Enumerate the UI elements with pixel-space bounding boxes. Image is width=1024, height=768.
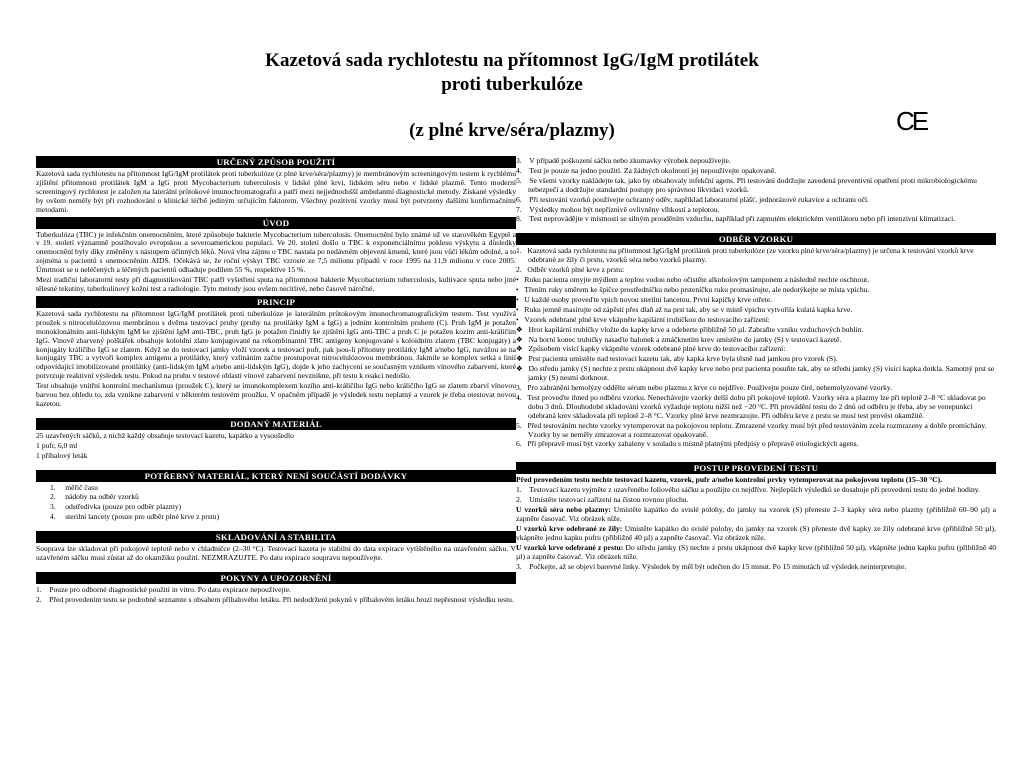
- left-column: [36, 154, 516, 606]
- principle-paragraph-1: Kazetová sada rychlotestu na přítomnost IgG/IgM protilátek proti tuberkulóze je laterálním průtokovým imunochromatografickým testem. Test využívá proužek s nitrocelulózovou membránou s dvěma testovací pruhy (pruhy na protilátky IgM a IgG) a jedním kontrolním pruhem (C). Pruh IgM je potažen monoklonálním anti-lidským IgM ke zjištění IgM anti-TBC, pruh IgG je potažen činidly ke zjištění IgG anti-TBC a pruh C je potažen kozím anti-králičím IgG. Vinově zbarvený polštářek obsahuje koloidní zlato konjugované na rekombinantní TBC antigeny konjugované s koloidním zlatem (TBC konjugáty) a konjugáty králičího IgG se zlatem. Když se do testovací jamky vloží vzorek a testovací pufr, pak jsou-li přítomny protilátky IgM a/nebo IgG, navážou se na konjugáty TBC a vytvoří komplex antigenu a protilátky, který vzlínáním začne prostupovat nitrocelulózovou membránou. Jakmile se komplex setká s linií odpovídající imobilizované protilátky (anti-lidským IgM a/nebo anti-lidským IgG), dojde k jeho zachycení se současným vznikem vínového zabarvení, které potvrzuje reaktivní výsledek testu. Pokud na pruhu v testové oblasti vínové zabarvení nevznikne, při testu k reakci nedošlo.: [36, 308, 516, 381]
- collection-item: • Ruku jemně masírujte od zápěstí přes dlaň až na prst tak, aby se v místě vpichu vytvořila kulatá kapka krve.: [516, 304, 853, 314]
- intended-use-text: Kazetová sada rychlotestu na přítomnost IgG/IgM protilátek proti tuberkulóze (z plné krve/séra/plazmy) je membránovým screeningovým testem k rychlému zjištění přítomnosti protilátek IgM a IgG proti Mycobacterium tuberculosis v lidské plné krvi, lidském séru nebo v lidské plazmě. Tento moderní screeningový rychlotest je založen na laterální průtokové imunochromatografii a patří mezi nejjednodušší ambulantní diagnostické metody. Získané výsledky by ovšem neměly být při rozhodování o klinické léčbě jediným určujícím faktorem. Všechny pozitivní vzorky musí být potvrzeny dalšími konfirmačními metodami.: [36, 169, 516, 214]
- collection-item: ❖ Na horní konec trubičky nasaďte balonek a zmáčknutím krev umístěte do jamky (S) v testovací kazetě.: [516, 334, 842, 344]
- required-item: 1. měřič času: [50, 482, 98, 492]
- finger-text: Do středu jamky (S) nechte z prstu ukápnout dvě kapky krve (přibližně 50 µl), vkápněte jednu kapku pufru (přibližně 40 µl) a zapněte časovač. Viz obrázek níže.: [516, 542, 996, 561]
- section-heading-principle: PRINCIP: [36, 296, 516, 308]
- document-title-line-1: Kazetová sada rychlotestu na přítomnost IgG/IgM protilátek: [265, 50, 759, 71]
- procedure-step: 3. Počkejte, až se objeví barevné linky. Výsledek by měl být odečten do 15 minut. Po 15 minutách už výsledek neinterpretujte.: [516, 561, 907, 571]
- section-heading-introduction: ÚVOD: [36, 217, 516, 229]
- warning-item: 1. Pouze pro odborné diagnostické použití in vitro. Po datu expirace nepoužívejte.: [36, 585, 291, 594]
- ce-mark: CE: [896, 106, 927, 136]
- warning-item: 8. Test neprovádějte v místnosti se silným prouděním vzduchu, například při zapnutém elektrickém ventilátoru nebo při intenzivní klimatizaci.: [516, 214, 956, 224]
- section-heading-specimen-collection: ODBĚR VZORKU: [516, 233, 996, 245]
- introduction-paragraph-2: Mezi tradiční laboratorní testy při diagnostikování TBC patří vyšetření sputa na přítomnost bakterie Mycobacterium tuberculosis, kultivace sputa nebo jiné tělesné tekutiny, tuberkulinový kožní test a radiologie. Tyto metody jsou ovšem necitlivé, nebo časově náročné.: [36, 275, 516, 293]
- venous-text: Umístěte kapátko do svislé polohy, do jamky na vzorek (S) přeneste dvě kapky ze žíly odebrané krve (přibližně 50 µl), vkápněte jednu kapku pufru (přibližně 40 µl) a zapněte časovač. Viz obrázek níže.: [516, 523, 996, 542]
- serum-text: Umístěte kapátko do svislé polohy, do jamky na vzorek (S) přeneste 2–3 kapky séra nebo plazmy (přibližně 60–90 µl) a zapněte časovač. Viz obrázek níže.: [516, 505, 996, 523]
- introduction-paragraph-1: Tuberkulóza (TBC) je infekčním onemocněním, které způsobuje bakterie Mycobacterium tuberculosis. Onemocnění bylo známé už ve starověkém Egyptě a v 19. století významně postihovalo evropskou a severoamerickou populaci. Ve 20. století došlo u TBC k exponenciálnímu poklesu výskytu a důsledky onemocnění byly díky změněny s nástupem účinných léků. Nová vlna zájmu o TBC nastala po nedávném objevení kmenů, které jsou vůči lékům odolné, a to zejména u pacientů s onemocněním AIDS. Očekává se, že roční výskyt TBC vzroste ze 7,5 milionu případů v roce 1995 na 11,9 milionu v roce 2005. Úmrtnost se u neléčených a léčených pacientů odhaduje podílem 55 %, respektive 15 %.: [36, 229, 516, 275]
- collection-item: 4. Test proveďte ihned po odběru vzorku. Nenechávejte vzorky delší dobu při pokojové teplotě. Vzorky séra a plazmy lze při teplotě 2–8 °C skladovat po dobu 3 dnů. Dlouhodobé skladování vzorků vyžaduje teplotu nižší než −20 °C. Při provádění testu do 2 dnů od odběru je třeba, aby se venepunkcí odebraná krev skladovala při teplotě 2–8 °C. Vzorky plné krve nezmrazujte. Při odběru krve z prstu se musí test provést okamžitě.: [516, 392, 986, 420]
- section-heading-intended-use: URČENÝ ZPŮSOB POUŽITÍ: [36, 156, 516, 168]
- collection-item: • Vzorek odebrané plné krve vkápněte kapilární trubičkou do testovacího zařízení:: [516, 314, 770, 324]
- storage-text: Souprava lze skladovat při pokojové teplotě nebo v chladničce (2–30 °C). Testovací kazeta je stabilní do data expirace vytištěného na uzavřeném sáčku. V uzavřeném sáčku musí zůstat až do okamžiku použití. NEZMRAZUJTE. Po datu expirace soupravu nepoužívejte.: [36, 544, 516, 563]
- warning-item: 3. V případě poškození sáčku nebo zkumavky výrobek nepoužívejte.: [516, 156, 731, 165]
- required-item: 3. odstředivka (pouze pro odběr plazmy): [50, 502, 182, 512]
- procedure-finger: [516, 544, 996, 562]
- procedure-step: 1. Testovací kazetu vyjměte z uzavřeného foliového sáčku a použijte co nejdříve. Nejlepších výsledků se dosahuje při provedení testu do jedné hodiny.: [516, 485, 980, 495]
- collection-item: 1. Kazetová sada rychlotestu na přítomnost IgG/IgM protilátek proti tuberkulóze (ze vzorku plné krve/séra/plazmy) je určena k testování vzorků krve odebrané ze žíly či prstu, vzorků séra nebo vzorků plazmy.: [516, 246, 974, 265]
- materials-item: 25 uzavřených sáčků, z nichž každý obsahuje testovací kazetu, kapátko a vysoušedlo: [36, 430, 294, 440]
- procedure-lead-text: Před provedením testu nechte testovací kazetu, vzorek, pufr a/nebo kontrolní prvky vytemperovat na pokojovou teplotu (15–30 °C).: [516, 475, 943, 485]
- right-column: [516, 157, 996, 572]
- document-title-line-2: proti tuberkulóze: [441, 74, 583, 95]
- warning-item: 7. Výsledky mohou být nepříznivě ovlivněny vlhkostí a teplotou.: [516, 204, 720, 214]
- procedure-lead: [516, 476, 996, 485]
- warning-item: 5. Se všemi vzorky nakládejte tak, jako by obsahovaly infekční agens. Při testování dodržujte zavedená preventivní opatření proti mikrobiologickému nebezpečí a dodržujte standardní postupy pro správnou likvidaci vzorků.: [516, 175, 977, 194]
- serum-label: U vzorků séra nebo plazmy:: [516, 505, 611, 515]
- warning-item: 6. Při testování vzorků používejte ochranný oděv, například laboratorní plášť, jednorázové rukavice a ochranu očí.: [516, 194, 869, 204]
- warning-item: 4. Test je pouze na jedno použití. Za žádných okolností jej nepoužívejte opakovaně.: [516, 165, 777, 175]
- finger-label: U vzorků krve odebrané z prstu:: [516, 542, 624, 552]
- principle-paragraph-2: Test obsahuje vnitřní kontrolní mechanismus (proužek C), který se imunokomplexem kozího anti-králičího IgG nebo králičího IgG se zlatem zbarví vínovou barvou bez ohledu to, zda vznikne zabarvení v některém testovém proužku. V opačném případě je výsledek testu neplatný a vzorek je třeba otestovat novou kazetou.: [36, 381, 516, 408]
- collection-item: ❖ Prst pacienta umístěte nad testovací kazetu tak, aby kapka krve byla těsně nad jamkou pro vzorek (S).: [516, 354, 838, 364]
- venous-label: U vzorků krve odebrané ze žíly:: [516, 523, 623, 533]
- document-subtitle: (z plné krve/séra/plazmy): [409, 120, 615, 141]
- collection-item: 3. Pro zabránění hemolýzy oddělte sérum nebo plazmu z krve co nejdříve. Používejte pouze čiré, nehemolyzované vzorky.: [516, 383, 893, 393]
- procedure-venous: [516, 525, 996, 543]
- procedure-step: 2. Umístěte testovací zařízení na čistou rovnou plochu.: [516, 495, 689, 505]
- warning-item: 2. Před provedením testu se podrobně seznamte s obsahem příbalového letáku. Při nedodržení pokynů v příbalovém letáku hrozí nepřesnost výsledku testu.: [36, 594, 514, 604]
- procedure-serum: [516, 506, 996, 524]
- section-heading-materials-required: POTŘEBNÝ MATERIÁL, KTERÝ NENÍ SOUČÁSTÍ DODÁVKY: [36, 470, 516, 482]
- section-heading-materials-provided: DODANÝ MATERIÁL: [36, 418, 516, 430]
- section-heading-warnings: POKYNY A UPOZORNĚNÍ: [36, 572, 516, 584]
- collection-item: 6. Při přepravě musí být vzorky zabaleny v souladu s místně platnými předpisy o přepravě etiologických agens.: [516, 439, 859, 449]
- collection-item: 2. Odběr vzorků plné krve z prstu:: [516, 265, 625, 275]
- materials-item: 1 příbalový leták: [36, 450, 88, 460]
- section-heading-storage: SKLADOVÁNÍ A STABILITA: [36, 531, 516, 543]
- required-item: 2. nádoby na odběr vzorků: [50, 492, 139, 502]
- collection-item: • U každé osoby proveďte vpich novou sterilní lancetou. První kapičky krve otřete.: [516, 294, 772, 304]
- required-item: 4. sterilní lancety (pouze pro odběr plné krve z prstu): [50, 512, 220, 522]
- collection-item: ❖ Do středu jamky (S) nechte z prstu ukápnout dvě kapky krve nebo prst pacienta posuňte tak, aby se středu jamky (S) visící kapka dotkla. Samotný prst se jamky (S) nesmí dotknout.: [516, 364, 995, 383]
- collection-item: • Třením ruky směrem ke špičce prostředníčku nebo prsteníčku ruku promasírujte, ale nedotýkejte se místa vpichu.: [516, 284, 870, 294]
- collection-item: • Ruku pacienta omyjte mýdlem a teplou vodou nebo očistěte alkoholovým tamponem a následně nechte oschnout.: [516, 275, 870, 285]
- materials-item: 1 pufr, 6,0 ml: [36, 440, 78, 450]
- section-heading-test-procedure: POSTUP PROVEDENÍ TESTU: [516, 462, 996, 474]
- collection-item: ❖ Hrot kapilární trubičky vložte do kapky krve a odeberte přibližně 50 µl. Zabraňte vzniku vzduchových bublin.: [516, 324, 864, 334]
- collection-item: ❖ Způsobem visící kapky vkápněte vzorek odebrané plné krve do testovacího zařízení:: [516, 344, 786, 354]
- collection-item: 5. Před testováním nechte vzorky vytemperovat na pokojovou teplotu. Zmrazené vzorky musí být před testováním zcela rozmrazeny a dobře promíchány. Vzorky by se neměly zmrazovat a rozmrazovat opakovaně.: [516, 420, 987, 439]
